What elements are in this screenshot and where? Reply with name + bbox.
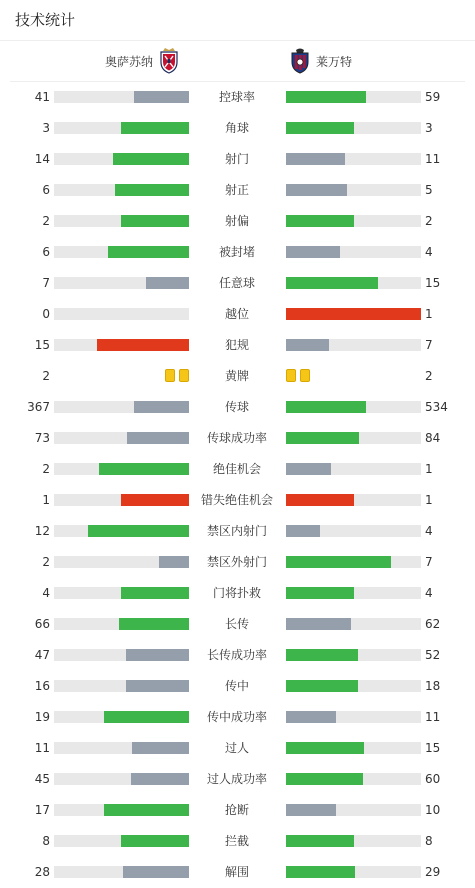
stat-label: 长传成功率 [206,648,267,662]
page-title: 技术统计 [0,0,475,41]
stat-label: 射门 [224,152,249,166]
away-bar-fill [286,773,363,785]
stat-label: 射偏 [224,214,249,228]
away-bar-track [286,122,421,134]
home-bar-fill [146,277,189,289]
home-bar-fill [121,587,189,599]
home-bar-track [54,649,189,661]
home-value: 41 [34,90,50,104]
home-value: 1 [42,493,50,507]
stat-label: 抢断 [224,803,249,817]
away-value: 8 [425,834,433,848]
home-bar-fill [159,556,189,568]
away-bar-fill [286,401,366,413]
stat-row [0,857,475,888]
away-value: 2 [425,214,433,228]
stat-row [0,702,475,733]
away-value: 11 [425,710,441,724]
home-bar-track [54,339,189,351]
levante-crest-icon [290,48,310,74]
stat-row [0,733,475,764]
home-bar-fill [108,246,189,258]
stat-row [0,423,475,454]
away-bar-fill [286,804,336,816]
away-value: 52 [425,648,441,662]
away-bar-track [286,339,421,351]
stat-label: 射正 [224,183,249,197]
away-bar-track [286,184,421,196]
away-value: 18 [425,679,441,693]
home-bar-track [54,525,189,537]
home-bar-fill [134,401,189,413]
away-bar-track [286,711,421,723]
away-value: 15 [425,741,441,755]
home-value: 47 [34,648,50,662]
home-bar-track [54,432,189,444]
home-bar-track [54,556,189,568]
away-bar-track [286,835,421,847]
away-value: 7 [425,338,433,352]
away-team[interactable] [290,41,352,81]
away-bar-track [286,277,421,289]
away-bar-track [286,153,421,165]
stat-label: 被封堵 [218,245,255,259]
home-value: 7 [42,276,50,290]
home-value: 4 [42,586,50,600]
away-bar-track [286,618,421,630]
away-bar-track [286,494,421,506]
stat-label: 传中 [224,679,249,693]
away-value: 29 [425,865,441,879]
home-bar-fill [99,463,189,475]
home-yellow-cards [165,369,189,382]
home-value: 2 [42,462,50,476]
away-value: 7 [425,555,433,569]
away-bar-track [286,432,421,444]
home-value: 16 [34,679,50,693]
away-value: 4 [425,524,433,538]
away-value: 4 [425,245,433,259]
stat-label: 传球成功率 [206,431,267,445]
home-bar-track [54,215,189,227]
stat-label: 传中成功率 [206,710,267,724]
home-value: 11 [34,741,50,755]
stat-label: 门将扑救 [212,586,261,600]
away-bar-fill [286,184,347,196]
stat-row [0,392,475,423]
stat-row [0,330,475,361]
stat-label: 黄牌 [224,369,249,383]
away-bar-track [286,308,421,320]
stat-label: 长传 [224,617,249,631]
home-value: 367 [27,400,50,414]
away-bar-track [286,463,421,475]
away-bar-track [286,587,421,599]
away-value: 4 [425,586,433,600]
away-bar-fill [286,339,329,351]
home-value: 73 [34,431,50,445]
home-bar-track [54,804,189,816]
stat-label: 禁区内射门 [206,524,267,538]
home-bar-fill [127,432,189,444]
home-bar-fill [97,339,189,351]
away-bar-fill [286,680,358,692]
stat-row [0,454,475,485]
home-bar-track [54,463,189,475]
away-bar-fill [286,742,364,754]
home-team-name: 奥萨苏纳 [104,54,153,69]
away-bar-fill [286,866,355,878]
away-bar-fill [286,432,359,444]
home-bar-track [54,711,189,723]
home-bar-fill [104,804,189,816]
stat-row [0,299,475,330]
stat-label: 控球率 [218,90,255,104]
away-value: 5 [425,183,433,197]
stat-row [0,764,475,795]
yellow-card-icon [165,369,175,382]
stat-row [0,175,475,206]
away-bar-track [286,773,421,785]
home-bar-fill [121,215,189,227]
home-bar-fill [134,91,189,103]
stat-row [0,609,475,640]
away-bar-fill [286,308,421,320]
away-bar-track [286,742,421,754]
home-value: 6 [42,245,50,259]
stat-label: 错失绝佳机会 [200,493,273,507]
home-bar-track [54,680,189,692]
home-value: 28 [34,865,50,879]
away-value: 15 [425,276,441,290]
home-bar-fill [113,153,189,165]
away-value: 1 [425,307,433,321]
home-bar-track [54,153,189,165]
away-bar-track [286,866,421,878]
home-value: 2 [42,369,50,383]
stat-row [0,826,475,857]
stat-row [0,144,475,175]
home-bar-fill [126,680,189,692]
home-bar-track [54,494,189,506]
home-value: 17 [34,803,50,817]
home-bar-fill [104,711,189,723]
stat-label: 禁区外射门 [206,555,267,569]
stat-row [0,268,475,299]
away-bar-fill [286,153,345,165]
home-bar-fill [132,742,189,754]
home-value: 15 [34,338,50,352]
home-bar-track [54,122,189,134]
home-bar-track [54,866,189,878]
away-value: 3 [425,121,433,135]
stat-label: 越位 [224,307,249,321]
away-value: 60 [425,772,441,786]
home-value: 66 [34,617,50,631]
stat-row [0,516,475,547]
home-bar-track [54,742,189,754]
away-bar-fill [286,556,391,568]
teams-header [10,41,465,82]
stat-label: 任意球 [218,276,255,290]
home-value: 19 [34,710,50,724]
stat-row [0,82,475,113]
home-team[interactable] [105,41,179,81]
home-bar-track [54,835,189,847]
away-bar-fill [286,246,340,258]
home-bar-fill [121,494,189,506]
stat-row [0,640,475,671]
away-value: 1 [425,462,433,476]
home-bar-track [54,246,189,258]
away-bar-fill [286,122,354,134]
away-value: 62 [425,617,441,631]
away-bar-track [286,649,421,661]
away-bar-fill [286,649,358,661]
stat-row [0,795,475,826]
away-bar-fill [286,618,351,630]
away-bar-track [286,556,421,568]
away-bar-fill [286,91,366,103]
away-value: 10 [425,803,441,817]
home-bar-track [54,618,189,630]
stat-row [0,671,475,702]
away-bar-fill [286,277,378,289]
home-value: 0 [42,307,50,321]
home-value: 6 [42,183,50,197]
away-value: 84 [425,431,441,445]
osasuna-crest-icon [159,48,179,74]
away-bar-fill [286,494,354,506]
away-value: 2 [425,369,433,383]
stat-label: 过人成功率 [206,772,267,786]
stat-row [0,237,475,268]
away-bar-track [286,246,421,258]
away-value: 11 [425,152,441,166]
away-bar-fill [286,215,354,227]
home-value: 2 [42,214,50,228]
stat-label: 传球 [224,400,249,414]
stat-row [0,485,475,516]
away-bar-track [286,401,421,413]
home-bar-track [54,587,189,599]
stat-label: 犯规 [224,338,249,352]
home-bar-fill [126,649,189,661]
stats-list [0,82,475,888]
stat-row [0,206,475,237]
away-bar-track [286,525,421,537]
home-bar-fill [123,866,189,878]
away-bar-track [286,680,421,692]
away-value: 1 [425,493,433,507]
stat-row [0,547,475,578]
home-value: 45 [34,772,50,786]
stat-label: 拦截 [224,834,249,848]
stat-row [0,361,475,392]
away-yellow-cards [286,369,310,382]
home-value: 14 [34,152,50,166]
home-value: 2 [42,555,50,569]
away-bar-track [286,91,421,103]
home-bar-track [54,277,189,289]
away-value: 534 [425,400,448,414]
away-bar-track [286,215,421,227]
away-team-name: 莱万特 [316,54,353,69]
home-bar-fill [121,122,189,134]
away-bar-fill [286,587,354,599]
away-bar-fill [286,463,331,475]
away-value: 59 [425,90,441,104]
home-value: 8 [42,834,50,848]
stat-label: 过人 [224,741,249,755]
home-value: 12 [34,524,50,538]
away-bar-fill [286,525,320,537]
stat-label: 解围 [224,865,249,879]
stat-label: 角球 [224,121,249,135]
home-value: 3 [42,121,50,135]
home-bar-track [54,401,189,413]
yellow-card-icon [286,369,296,382]
yellow-card-icon [300,369,310,382]
stat-row [0,113,475,144]
home-bar-track [54,773,189,785]
home-bar-track [54,184,189,196]
home-bar-fill [88,525,189,537]
away-bar-track [286,804,421,816]
home-bar-fill [121,835,189,847]
stat-row [0,578,475,609]
yellow-card-icon [179,369,189,382]
home-bar-track [54,308,189,320]
stat-label: 绝佳机会 [212,462,261,476]
home-bar-track [54,91,189,103]
away-bar-fill [286,835,354,847]
home-bar-fill [115,184,189,196]
home-bar-fill [131,773,189,785]
home-bar-fill [119,618,189,630]
away-bar-fill [286,711,336,723]
